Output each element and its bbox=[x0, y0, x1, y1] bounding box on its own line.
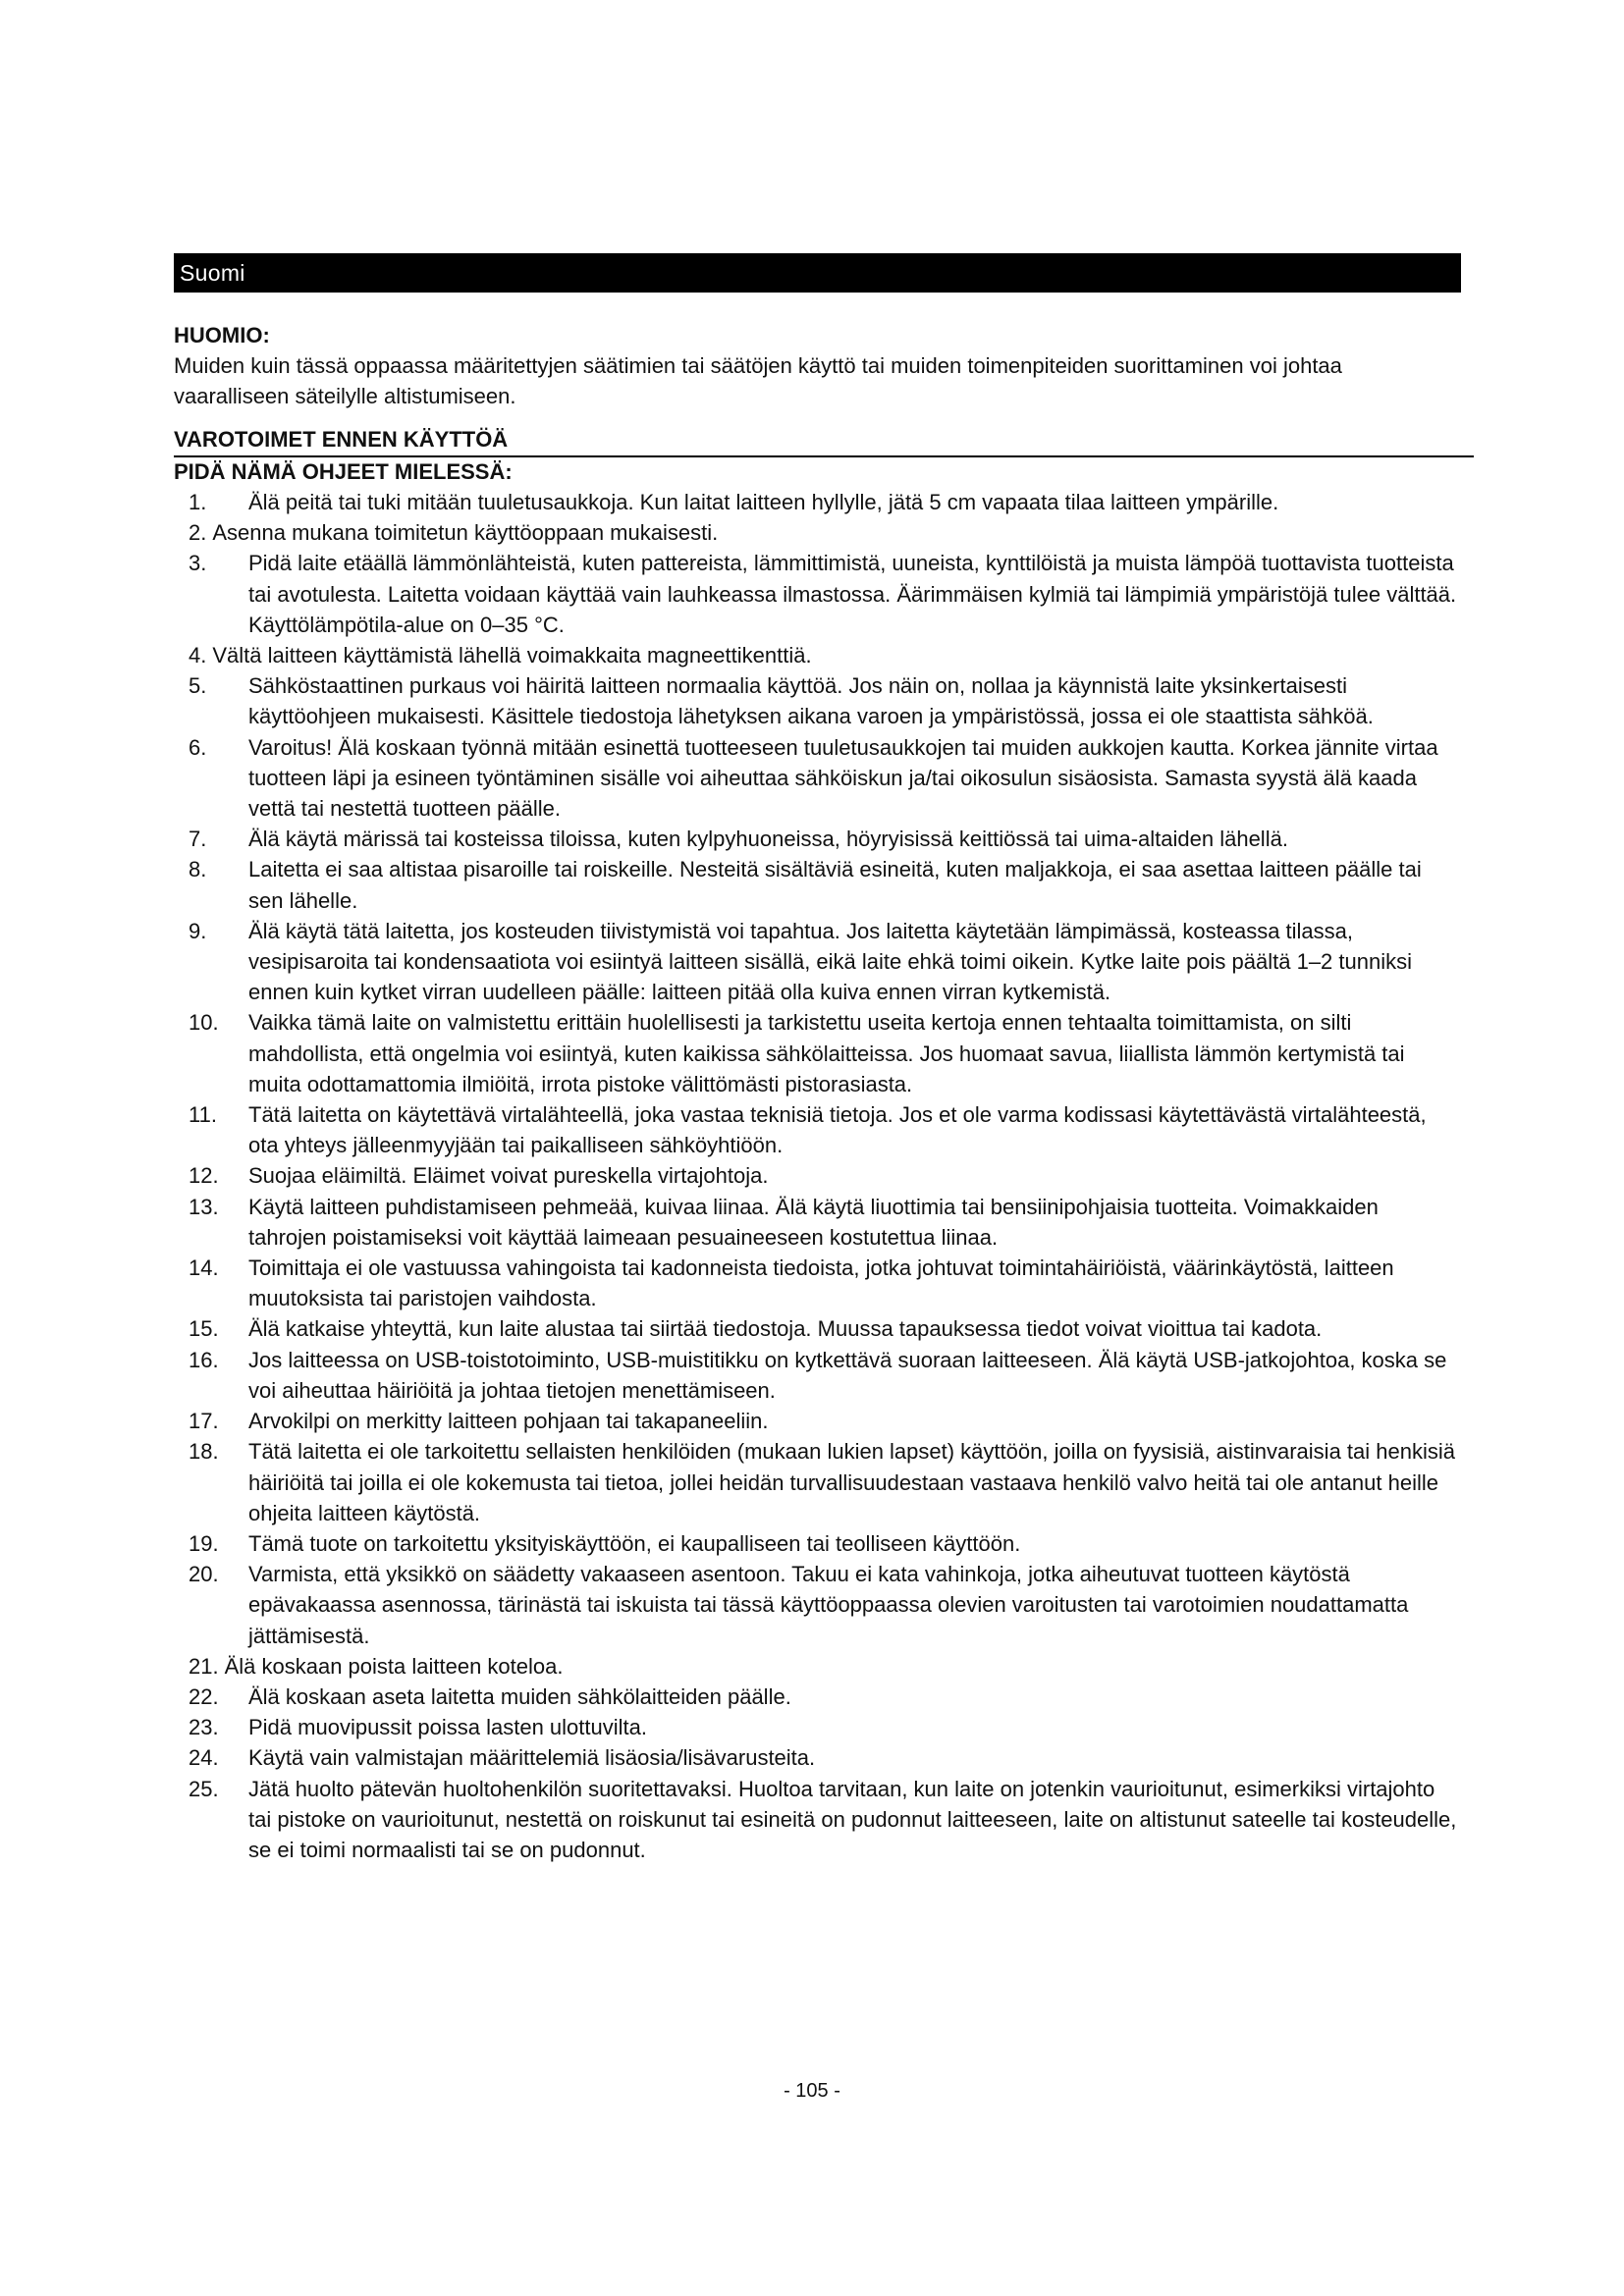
list-item-number: 1. bbox=[189, 490, 207, 514]
list-item-text: Tätä laitetta on käytettävä virtalähteellä, joka vastaa teknisiä tietoja. Jos et ole varma kodissasi käytettävästä virtalähteestä, ota yhteys jälleenmyyjään tai paikalliseen sähköyhtiöön. bbox=[248, 1102, 1427, 1158]
list-item-number: 22. bbox=[189, 1683, 219, 1709]
list-item bbox=[174, 854, 1461, 915]
list-item-number: 9. bbox=[189, 918, 207, 943]
list-item bbox=[174, 1742, 1461, 1773]
list-item-number: 13. bbox=[189, 1194, 219, 1219]
list-item bbox=[174, 1559, 1461, 1651]
list-item-number: 17. bbox=[189, 1409, 219, 1434]
list-item-number: 21. bbox=[189, 1653, 219, 1679]
list-item-text: Käytä vain valmistajan määrittelemiä lisäosia/lisävarusteita. bbox=[248, 1745, 816, 1771]
list-item-number: 15. bbox=[189, 1316, 219, 1342]
language-header-bar: Suomi bbox=[174, 253, 1461, 293]
list-item-text: Tätä laitetta ei ole tarkoitettu sellaisten henkilöiden (mukaan lukien lapset) käyttöön, joilla on fyysisiä, aistinvaraisia tai henkisiä häiriöitä tai joilla ei ole kokemusta tai tietoa, jollei heidän turvallisuudestaan vastaava henkilö valvo heitä tai ole antanut heille ohjeita laitteen käytöstä. bbox=[248, 1439, 1455, 1525]
list-item bbox=[174, 1682, 1461, 1712]
list-item-text: Varmista, että yksikkö on säädetty vakaaseen asentoon. Takuu ei kata vahinkoja, jotka aiheutuvat tuotteen käytöstä epävakaassa asennossa, tärinästä tai iskuista tai tässä käyttöoppaassa olevien varoitusten tai varotoimien noudattamatta jättämisestä. bbox=[248, 1562, 1409, 1648]
precautions-subtitle: PIDÄ NÄMÄ OHJEET MIELESSÄ: bbox=[174, 459, 513, 484]
list-item-text: Käytä laitteen puhdistamiseen pehmeää, kuivaa liinaa. Älä käytä liuottimia tai bensiinipohjaisia tuotteita. Voimakkaiden tahrojen poistamiseksi voit käyttää laimeaan pesuaineeseen kostutettua liinaa. bbox=[248, 1194, 1379, 1250]
list-item-text: Älä käytä märissä tai kosteissa tiloissa, kuten kylpyhuoneissa, höyryisissä keittiössä tai uima-altaiden lähellä. bbox=[248, 827, 1288, 852]
list-item-number: 23. bbox=[189, 1715, 219, 1740]
list-item-number: 8. bbox=[189, 857, 207, 882]
list-item-number: 25. bbox=[189, 1776, 219, 1801]
list-item-number: 20. bbox=[189, 1562, 219, 1587]
list-item bbox=[174, 1192, 1461, 1253]
list-item bbox=[174, 732, 1461, 825]
list-item-number: 16. bbox=[189, 1347, 219, 1372]
list-item bbox=[174, 1345, 1461, 1406]
list-item bbox=[174, 1436, 1461, 1528]
list-item-text: Vaikka tämä laite on valmistettu erittäin huolellisesti ja tarkistettu useita kertoja ennen tehtaalta toimittamista, on silti mahdollista, että ongelmia voi esiintyä, kuten kaikissa sähkölaitteissa. Jos huomaat savua, liiallista lämmön kertymistä tai muita odottamattomia ilmiöitä, irrota pistoke välittömästi pistorasiasta. bbox=[248, 1010, 1405, 1096]
list-item-number: 14. bbox=[189, 1255, 219, 1281]
list-item bbox=[174, 1528, 1461, 1559]
list-item bbox=[174, 1007, 1461, 1099]
list-item-number: 12. bbox=[189, 1163, 219, 1189]
list-item-number: 4. bbox=[189, 643, 207, 668]
list-item bbox=[174, 487, 1461, 517]
list-item-text: Älä koskaan aseta laitetta muiden sähkölaitteiden päälle. bbox=[248, 1683, 791, 1709]
list-item bbox=[174, 916, 1461, 1008]
list-item-text: Laitetta ei saa altistaa pisaroille tai roiskeille. Nesteitä sisältäviä esineitä, kuten maljakkoja, ei saa asettaa laitteen päälle tai sen lähelle. bbox=[248, 857, 1422, 913]
list-item bbox=[174, 1160, 1461, 1191]
precautions-list bbox=[174, 487, 1461, 1865]
list-item-text: Sähköstaattinen purkaus voi häiritä laitteen normaalia käyttöä. Jos näin on, nollaa ja käynnistä laite yksinkertaisesti käyttöohjeen mukaisesti. Käsittele tiedostoja lähetyksen aikana varoen ja ympäristössä, jossa ei ole staattista sähköä. bbox=[248, 673, 1374, 729]
list-item-text: Pidä laite etäällä lämmönlähteistä, kuten pattereista, lämmittimistä, uuneista, kynttilöistä ja muista lämpöä tuottavista tuotteista tai avotulesta. Laitetta voidaan käyttää vain lauhkeassa ilmastossa. Äärimmäisen kylmiä tai lämpimiä ympäristöjä tulee välttää. Käyttölämpötila-alue on 0–35 °C. bbox=[248, 551, 1457, 637]
list-item bbox=[174, 1406, 1461, 1436]
list-item-text: Vältä laitteen käyttämistä lähellä voimakkaita magneettikenttiä. bbox=[212, 643, 812, 668]
list-item bbox=[174, 1099, 1461, 1160]
list-item-number: 2. bbox=[189, 520, 207, 546]
warning-text: Muiden kuin tässä oppaassa määritettyjen säätimien tai säätöjen käyttö tai muiden toimenpiteiden suorittaminen voi johtaa vaaralliseen säteilylle altistumiseen. bbox=[174, 353, 1342, 408]
warning-title: HUOMIO: bbox=[174, 323, 270, 347]
list-item bbox=[174, 548, 1461, 640]
list-item bbox=[174, 1651, 1461, 1682]
list-item-text: Asenna mukana toimitetun käyttöoppaan mukaisesti. bbox=[212, 520, 719, 546]
list-item-number: 3. bbox=[189, 551, 207, 576]
list-item-number: 19. bbox=[189, 1530, 219, 1556]
list-item bbox=[174, 824, 1461, 854]
list-item bbox=[174, 517, 1461, 548]
list-item-text: Tämä tuote on tarkoitettu yksityiskäyttöön, ei kaupalliseen tai teolliseen käyttöön. bbox=[248, 1530, 1021, 1556]
list-item-text: Suojaa eläimiltä. Eläimet voivat pureskella virtajohtoja. bbox=[248, 1163, 769, 1189]
list-item-number: 10. bbox=[189, 1010, 219, 1036]
list-item-number: 6. bbox=[189, 734, 207, 760]
list-item-text: Älä käytä tätä laitetta, jos kosteuden tiivistymistä voi tapahtua. Jos laitetta käytetään lämpimässä, kosteassa tilassa, vesipisaroita tai kondensaatiota voi esiintyä laitteen sisällä, eikä laite ehkä toimi oikein. Kytke laite pois päältä 1–2 tunniksi ennen kuin kytket virran uudelleen päälle: laitteen pitää olla kuiva ennen virran kytkemistä. bbox=[248, 918, 1413, 1005]
list-item-text: Pidä muovipussit poissa lasten ulottuvilta. bbox=[248, 1715, 647, 1740]
list-item bbox=[174, 1712, 1461, 1742]
list-item bbox=[174, 640, 1461, 670]
list-item-text: Arvokilpi on merkitty laitteen pohjaan tai takapaneeliin. bbox=[248, 1409, 769, 1434]
list-item bbox=[174, 1253, 1461, 1313]
list-item-number: 11. bbox=[189, 1102, 217, 1128]
list-item bbox=[174, 1774, 1461, 1866]
list-item-number: 18. bbox=[189, 1439, 219, 1465]
list-item-text: Älä koskaan poista laitteen koteloa. bbox=[224, 1653, 564, 1679]
page-number: - 105 - bbox=[784, 2080, 840, 2102]
list-item-number: 24. bbox=[189, 1745, 219, 1771]
list-item bbox=[174, 1313, 1461, 1344]
list-item-number: 7. bbox=[189, 827, 207, 852]
list-item-number: 5. bbox=[189, 673, 207, 699]
list-item-text: Toimittaja ei ole vastuussa vahingoista tai kadonneista tiedoista, jotka johtuvat toimintahäiriöistä, väärinkäytöstä, laitteen muutoksista tai paristojen vaihdosta. bbox=[248, 1255, 1394, 1311]
list-item-text: Älä katkaise yhteyttä, kun laite alustaa tai siirtää tiedostoja. Muussa tapauksessa tiedot voivat vioittua tai kadota. bbox=[248, 1316, 1323, 1342]
list-item-text: Varoitus! Älä koskaan työnnä mitään esinettä tuotteeseen tuuletusaukkojen tai muiden aukkojen kautta. Korkea jännite virtaa tuotteen läpi ja esineen työntäminen sisälle voi aiheuttaa sähköiskun ja/tai oikosulun sisäosista. Samasta syystä älä kaada vettä tai nestettä tuotteen päälle. bbox=[248, 734, 1438, 822]
list-item-text: Jos laitteessa on USB-toistotoiminto, USB-muistitikku on kytkettävä suoraan laitteeseen. Älä käytä USB-jatkojohtoa, koska se voi aiheuttaa häiriöitä ja johtaa tietojen menettämiseen. bbox=[248, 1347, 1447, 1403]
list-item bbox=[174, 670, 1461, 731]
document-page bbox=[174, 253, 1461, 1865]
list-item-text: Jätä huolto pätevän huoltohenkilön suoritettavaksi. Huoltoa tarvitaan, kun laite on jotenkin vaurioitunut, esimerkiksi virtajohto tai pistoke on vaurioitunut, nestettä on roiskunut tai esineitä on pudonnut laitteeseen, laite on altistunut sateelle tai kosteudelle, se ei toimi normaalisti tai se on pudonnut. bbox=[248, 1776, 1457, 1862]
precautions-title: VAROTOIMET ENNEN KÄYTTÖÄ bbox=[174, 425, 1474, 457]
list-item-text: Älä peitä tai tuki mitään tuuletusaukkoja. Kun laitat laitteen hyllylle, jätä 5 cm vapaata tilaa laitteen ympärille. bbox=[248, 490, 1279, 514]
